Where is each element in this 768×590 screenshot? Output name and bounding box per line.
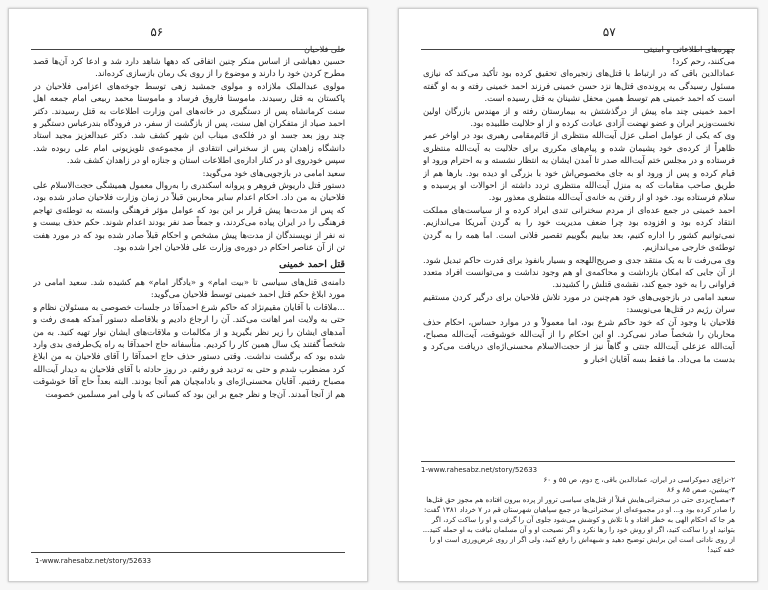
paragraph: وی که یکی از عوامل اصلی عزل آیت‌الله منتظری از قائم‌مقامی رهبری بود در اواخر عمر ظاهراً از کرده‌ی خود پشیمان شده و پیام‌های مکرری برای حلالیت به آیت‌الله منتظری فرستاده و در مجلس ختم آیت‌الله صدر تا آمدن ایشان به انتظار نشسته و به احترام ورود او قیام کرده و پس از ورود او به جای مخصوص‌اش خود با بزرگی او دیده بود. بارها هم از طریق صاحب مقامات که به منزل آیت‌الله منتظری تردد داشته از احوالات او پرسیده و سلام فرستاده بود. خود او از رفتن به خانه‌ی آیت‌الله منتظری معذور بود. bbox=[423, 130, 735, 203]
left-page-body bbox=[33, 55, 345, 541]
paragraph: مولوی عبدالملک ملازاده و مولوی جمشید زهی توسط جوخه‌های اعزامی فلاحیان در پاکستان به قتل رسیدند. ماموستا فاروق فرساد و ماموستا محمد ربیعی امام جمعه اهل سنت کرمانشاه پس از دستگیری در خانه‌های امن وزارت اطلاعات به قتل رسیدند. دکتر احمد صیاد از متفکران اهل سنت، پس از بازگشت از سفر، در فرودگاه بندرعباس دستگیر و چند روز بعد جسد او در فلکه‌ی میناب این شهر کشف شد. دکتر عبدالعزیز مجید استاد دانشگاه زاهدان پس از سخنرانی انتقادی از مجموعه‌ی تلویزیونی امام علی ربوده شد. سپس خودروی او در کنار اداره‌ی اطلاعات استان و جنازه او در زاهدان کشف شد. bbox=[33, 80, 345, 166]
paragraph: می‌کنند، رحم کرد! bbox=[672, 56, 735, 66]
right-page bbox=[398, 8, 758, 582]
footnote-rule bbox=[421, 461, 735, 462]
footnote: از روی نادانی است این برایش توضیح دهید و شبهه‌اش را رفع کنید، ولی اگر از روی غرض‌ورزی است او را خفه کنید! bbox=[429, 536, 735, 554]
paragraph: احمد خمینی در جمع عده‌ای از مردم سخنرانی تندی ایراد کرده و از سیاست‌های مملکت انتقاد کرده بود و افزوده بود چرا ضعف مدیریت خود را به گردن آمریکا می‌اندازیم. نمی‌توانیم کشور را اداره کنیم، بعد بیاییم بگوییم تقصیر فلانی است. اما همه را به گردن توطئه‌ی خارجی می‌اندازیم. bbox=[423, 204, 735, 253]
quote-paragraph: دستور قتل داریوش فروهر و پروانه اسکندری را به‌روال معمول همیشگی حجت‌الاسلام علی فلاحیان به من داد. احکام اعدام سایر محاربین قبلاً در زمان وزارت فلاحیان صادر شده بود، که پس از مدت‌ها پیش قرار بر این بود که عوامل مؤثر فرهنگی وابسته به توطئه‌ی تهاجم فرهنگی را در ایران پیاده می‌کردند، و جمعاً صد نفر بودند اعدام شوند. حکم حذف بیست و نه نفر از نویسندگان از مدت‌ها پیش مشخص و احکام قبلاً صادر شده بود که در مورد هفت تن از آن عناصر احکام در دوره‌ی وزارت علی فلاحیان اجرا شده بود. bbox=[33, 180, 345, 253]
paragraph: احمد خمینی چند ماه پیش از درگذشتش به بیمارستان رفته و از مهندس بازرگان اولین نخست‌وزیر ایران و عضو نهضت آزادی عیادت کرده و از او حلالیت طلبیده بود. bbox=[423, 105, 735, 129]
left-page bbox=[8, 8, 368, 582]
footnote-list bbox=[421, 475, 735, 555]
page-number: ۵۶ bbox=[150, 25, 164, 39]
paragraph: دامنه‌ی قتل‌های سیاسی تا «بیت امام» و «یادگار امام» هم کشیده شد. سعید امامی در مورد ابلاغ حکم قتل احمد خمینی توسط فلاحیان می‌گوید: bbox=[33, 276, 345, 300]
paragraph: سعید امامی در بازجویی‌های خود هم‌چنین در مورد تلاش فلاحیان برای درگیر کردن مستقیم سران رژیم در قتل‌ها می‌نویسد: bbox=[423, 291, 735, 315]
left-page-header bbox=[31, 23, 345, 54]
paragraph: وی می‌رفت تا به یک منتقد جدی و صریح‌اللهجه و بسیار بانفوذ برای قدرت حاکم تبدیل شود. از آن جایی که امکان بازداشت و محاکمه‌ی او هم وجود نداشت و می‌توانست افراد متعدد فراوانی را به خود جمع کند، نقشه‌ی قتلش را کشیدند. bbox=[423, 254, 735, 290]
footnote: ۴-مصباح‌یزدی حتی در سخنرانی‌هایش قبلاً از قتل‌های سیاسی ترور از پرده بیرون افتاده هم مجوز حق قتل‌ها را صادر کرده بود و... او در مجموعه‌ای از سخنرانی‌ها در جمع سپاهیان شهرستان قم در ۷ خرداد ۱۳۸۱ گفت: هر جا که احکام الهی به خطر افتاد و با تلاش و کوشش می‌شود جلوی آن را گرفت و او را ساکت کرد، اگر بتوانید او را ساکت کنید، اگر او روش خود را رها نکرد و اگر نصیحت او و آن مسلمان نیافت به او حمله کنید... bbox=[422, 496, 735, 534]
right-page-body bbox=[423, 55, 735, 441]
paragraph: عماد‌الدین باقی که در ارتباط با قتل‌های زنجیره‌ای تحقیق کرده بود تأکید می‌کند که نیازی مسئول رسیدگی به پرونده‌ی قتل‌ها نزد حسن خمینی فرزند احمد خمینی رفته و به او گفته است که احمد خمینی هم توسط همین محفل نشینان به قتل رسیده است. bbox=[423, 68, 735, 104]
right-page-header bbox=[421, 23, 735, 54]
footnote-url: 1-www.rahesabz.net/story/52633 bbox=[35, 557, 152, 565]
paragraph: حسین دهیاشی از اساس منکر چنین اتفاقی که دهها شاهد دارد شد و ادعا کرد آن‌ها قصد مطرح کردن خود را دارند و موضوع را از روی یک رمان بازسازی کرده‌اند. bbox=[33, 56, 345, 79]
footnote-url: 1-www.rahesabz.net/story/52633 bbox=[421, 466, 538, 474]
paragraph: سعید امامی در بازجویی‌های خود می‌گوید: bbox=[202, 167, 345, 178]
footnote: ۳-پیشین، صص ۸۵ و ۸۶ bbox=[666, 486, 735, 494]
footnote: ۲-نزاع‌ی دموکراسی در ایران، عماد‌الدین باقی، ج دوم، ص ۵۵ و ۶۰ bbox=[543, 476, 735, 484]
running-head: چهره‌های اطلاعاتی و امنیتی bbox=[643, 45, 735, 54]
footnotes bbox=[421, 461, 735, 555]
section-title: قتل احمد خمینی bbox=[279, 259, 345, 273]
quote-paragraph: ...ملاقات با آقایان مقیم‌نژاد که حاکم شرع احمدآقا در جلسات خصوصی به مسئولان نظام و حتی به ولایت امر اهانت می‌کند. آن را ارجاع دادیم و بلافاصله دستور آمدکه همه‌ی رفت و آمدهای ایشان را زیر نظر بگیرید و از مکالمات و ملاقات‌های ایشان نوار تهیه کنید. به من شخصاً گفتند یک سال همین کار را کردیم. متأسفانه حاج احمدآقا به راه یک‌طرفه‌ی بدی وارد شده بود که برگشت نداشت. وقتی دستور حذف حاج احمدآقا را آقای فلاحیان به من ابلاغ کرد مضطرب شدم و حتی به تردید فرو رفتم. در روز حادثه با آقای فلاحیان به دیدار آیت‌الله مصباح رفتیم. آقایان محسنی‌اژه‌ای و بادامچیان هم آنجا بودند. البته بعداً حاج آقا خوشوقت هم از آنجا آمدند. آن‌جا و نظر جمع بر این بود که کسانی که با ولی امر مسلمین خصومت bbox=[33, 301, 345, 399]
quote-paragraph: فلاحیان با وجود آن که خود حاکم شرع بود، اما معمولاً و در موارد حساس، احکام حذف محاربان را شخصاً صادر نمی‌کرد. او این احکام را از آیت‌الله خوشوقت، آیت‌الله مصباح، آیت‌الله عزعلی آیت‌الله جنتی و گاهاً نیز از حجت‌الاسلام محسنی‌اژه‌ای دریافت می‌کرد و بدست ما می‌داد. ما فقط بسه آقایان اخبار و bbox=[423, 316, 735, 364]
page-number: ۵۷ bbox=[602, 25, 616, 39]
running-head: علی فلاحیان bbox=[304, 45, 345, 54]
footnote-rule bbox=[31, 552, 345, 553]
